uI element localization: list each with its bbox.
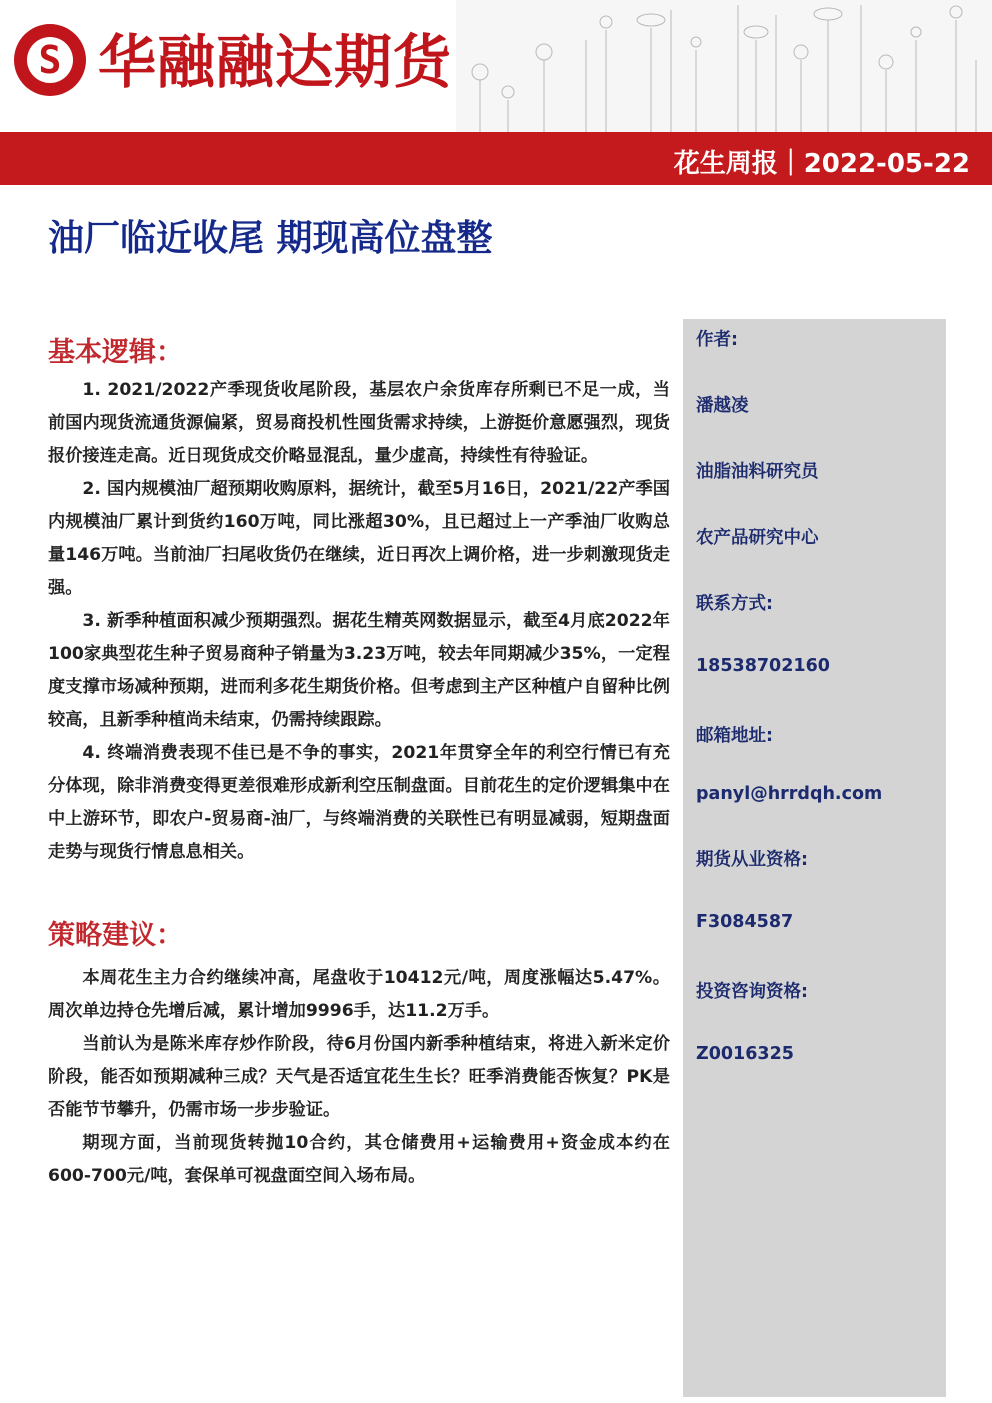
logic-paragraph: 3. 新季种植面积减少预期强烈。据花生精英网数据显示，截至4月底2022年100家典型花生种子贸易商种子销量为3.23万吨，较去年同期减少35%，一定程度支撑市场减种预期，进而利多花生期货价格。但考虑到主产区种植户自留种比例较高，且新季种植尚未结束，仍需持续跟踪。: [48, 611, 670, 730]
logo-letter: S: [38, 38, 62, 82]
consulting-qualification-number: Z0016325: [696, 1044, 794, 1064]
logic-paragraph: 4. 终端消费表现不佳已是不争的事实，2021年贯穿全年的利空行情已有充分体现，除非消费变得更差很难形成新利空压制盘面。目前花生的定价逻辑集中在中上游环节，即农户-贸易商-油厂，与终端消费的关联性已有明显减弱，短期盘面走势与现货行情息息相关。: [48, 743, 670, 862]
strategy-paragraph: 本周花生主力合约继续冲高，尾盘收于10412元/吨，周度涨幅达5.47%。周次单边持仓先增后减，累计增加9996手，达11.2万手。: [48, 968, 670, 1021]
author-department: 农产品研究中心: [696, 528, 819, 548]
strategy-paragraph: 期现方面，当前现货转抛10合约，其仓储费用+运输费用+资金成本约在600-700元/吨，套保单可视盘面空间入场布局。: [48, 1133, 670, 1186]
section-heading-strategy: 策略建议：: [48, 920, 183, 951]
author-label: 作者:: [696, 330, 738, 350]
email-label: 邮箱地址:: [696, 726, 773, 746]
strategy-paragraph: 当前认为是陈米库存炒作阶段，待6月份国内新季种植结束，将进入新米定价阶段，能否如预期减种三成？天气是否适宜花生生长？旺季消费能否恢复？PK是否能节节攀升，仍需市场一步步验证。: [48, 1034, 670, 1120]
report-tag: 花生周报｜2022-05-22: [673, 149, 970, 179]
futures-qualification-label: 期货从业资格:: [696, 850, 808, 870]
contact-label: 联系方式:: [696, 594, 773, 614]
section-heading-logic: 基本逻辑：: [48, 337, 183, 368]
brand-name: 华融融达期货: [98, 28, 453, 96]
strategy-body: [48, 962, 670, 1193]
consulting-qualification-label: 投资咨询资格:: [696, 982, 808, 1002]
email-address[interactable]: panyl@hrrdqh.com: [696, 784, 883, 804]
page-title: 油厂临近收尾 期现高位盘整: [48, 218, 493, 259]
author-position: 油脂油料研究员: [696, 462, 819, 482]
logic-body: [48, 374, 670, 869]
header-decoration: [456, 0, 992, 132]
logic-paragraph: 1. 2021/2022产季现货收尾阶段，基层农户余货库存所剩已不足一成，当前国内现货流通货源偏紧，贸易商投机性囤货需求持续，上游挺价意愿强烈，现货报价接连走高。近日现货成交价略显混乱，量少虚高，持续性有待验证。: [48, 380, 670, 466]
author-name: 潘越凌: [696, 396, 749, 416]
company-logo: [14, 24, 86, 96]
logic-paragraph: 2. 国内规模油厂超预期收购原料，据统计，截至5月16日，2021/22产季国内规模油厂累计到货约160万吨，同比涨超30%，且已超过上一产季油厂收购总量146万吨。当前油厂扫尾收货仍在继续，近日再次上调价格，进一步刺激现货走强。: [48, 479, 670, 598]
futures-qualification-number: F3084587: [696, 912, 794, 932]
report-header: [0, 0, 992, 185]
contact-phone: 18538702160: [696, 656, 830, 676]
